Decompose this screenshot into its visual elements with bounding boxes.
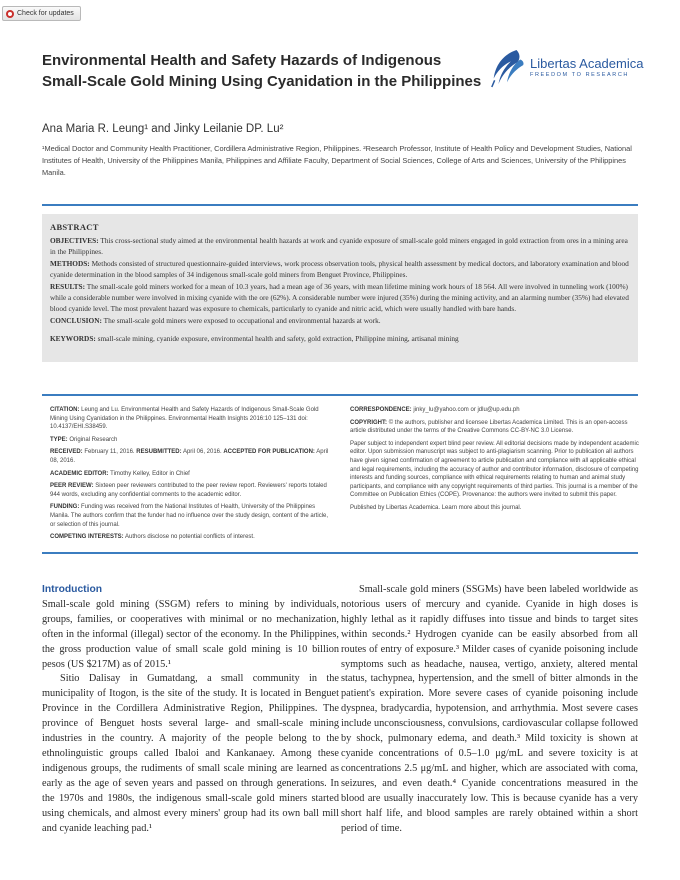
peer-label: PEER REVIEW: bbox=[50, 483, 94, 490]
competing-text: Authors disclose no potential conflicts of interest. bbox=[125, 534, 255, 541]
body-paragraph: Small-scale gold miners (SSGMs) have been labeled worldwide as notorious users of mercury and cyanide. Cyanide in high doses is highly lethal as it rapidly diffuses into tissue and binds to target sites within seconds.² Hydrogen cyanide can be easily absorbed from all routes of entry of exposure.³ Milder cases of cyanide poisoning include symptoms such as headache, nausea, vertigo, anxiety, altered mental status, tachypnea, hypertension, and the smell of bitter almonds in the patient's expiration. More severe cases of cyanide poisoning include dyspnea, bradycardia, hypotension, and arrhythmia. Most severe cases include unconsciousness, convulsions, cardiovascular collapse followed by shock, pulmonary edema, and death.³ Mild toxicity is shown at cyanide concentrations of 0.5–1.0 μg/mL and severe toxicity is at concentrations 2.5 μg/mL and higher, which are associated with coma, seizures, and even death.⁴ Cyanide concentrations measured in the blood are usually inaccurately low. This is because cyanide has a very short half life, and blood samples are rarely obtained within a short period of time. bbox=[341, 584, 638, 834]
review-note: Paper subject to independent expert blind peer review. All editorial decisions made by independent academic editor. Upon submission manuscript was subject to anti-plagiarism scanning. Prior to publication all authors have given signed confirmation of agreement to article publication and compliance with all applicable ethical and legal requirements, including the accuracy of author and contributor information, disclosure of competing interests and funding sources, compliance with ethical requirements relating to human and animal study participants, and compliance with any copyright requirements of third parties. This journal is a member of the Committee on Publication Ethics (COPE). Provenance: the authors were invited to submit this paper. bbox=[350, 440, 639, 499]
abstract-conclusion bbox=[50, 315, 630, 326]
citation-text: Leung and Lu. Environmental Health and Safety Hazards of Indigenous Small-Scale Gold Mining Using Cyanidation in the Philippines. Environmental Health Insights 2016:10 125–131 doi: 10.4137/EHI.S38459. bbox=[50, 407, 319, 431]
received-date: February 11, 2016. bbox=[84, 449, 135, 456]
publisher-tagline: FREEDOM TO RESEARCH bbox=[530, 72, 629, 78]
divider-rule bbox=[42, 552, 638, 554]
editor-text: Timothy Kelley, Editor in Chief bbox=[110, 470, 190, 477]
accepted-date: April 08, 2016. bbox=[50, 449, 329, 464]
body-paragraph: Small-scale gold mining (SSGM) refers to mining by individuals, groups, families, or cooperatives with minimal or no mechanization, often in the informal (illegal) sector of the economy. In the Philippines, the gross production value of small scale gold mining is 10 billion pesos (US $217M) as of 2015.¹ bbox=[42, 598, 339, 670]
publisher-logo bbox=[488, 46, 648, 90]
publisher-name: Libertas Academica bbox=[530, 56, 644, 71]
competing-label: COMPETING INTERESTS: bbox=[50, 534, 124, 541]
abstract-heading: ABSTRACT bbox=[50, 222, 99, 232]
conclusion-label: CONCLUSION: bbox=[50, 316, 102, 325]
divider-rule bbox=[42, 394, 638, 396]
peer-text: Sixteen peer reviewers contributed to the peer review report. Reviewers' reports totaled 944 words, excluding any confidential comments to the academic editor. bbox=[50, 483, 327, 498]
divider-rule bbox=[42, 204, 638, 206]
keywords-text: small-scale mining, cyanide exposure, environmental health and safety, gold extraction, Philippine mining, artisanal mining bbox=[97, 334, 459, 343]
libertas-feather-icon bbox=[488, 48, 526, 88]
abstract-methods bbox=[50, 258, 630, 280]
article-info-left bbox=[50, 406, 330, 546]
results-label: RESULTS: bbox=[50, 282, 86, 291]
conclusion-text: The small-scale gold miners were exposed to occupational and environmental hazards at work. bbox=[103, 316, 381, 325]
copyright-label: COPYRIGHT: bbox=[350, 419, 388, 426]
abstract-objectives bbox=[50, 235, 630, 257]
keywords-label: KEYWORDS: bbox=[50, 334, 96, 343]
funding bbox=[50, 503, 330, 529]
abstract-results bbox=[50, 281, 630, 314]
type-label: TYPE: bbox=[50, 436, 68, 443]
citation-label: CITATION: bbox=[50, 407, 80, 413]
affiliations: ¹Medical Doctor and Community Health Practitioner, Cordillera Administrative Region, Philippines. ²Research Professor, Institute of Health Policy and Development Studies, National Institutes of Health, University of the Philippines Manila, Philippines and Affiliate Faculty, Department of Social Sciences, College of Arts and Sciences, University of the Philippines Manila. bbox=[42, 144, 632, 177]
accepted-label: ACCEPTED FOR PUBLICATION: bbox=[223, 449, 315, 456]
objectives-text: This cross-sectional study aimed at the environmental health hazards at work and cyanide exposure of small-scale gold miners engaged in gold extraction from ores in a mining area in the Philippines. bbox=[50, 236, 628, 256]
copyright bbox=[350, 419, 640, 436]
correspondence bbox=[350, 406, 640, 415]
published-by: Published by Libertas Academica. Learn more about this journal. bbox=[350, 504, 522, 511]
funding-label: FUNDING: bbox=[50, 504, 80, 511]
abstract-box bbox=[42, 214, 638, 362]
crossmark-icon bbox=[6, 10, 14, 18]
objectives-label: OBJECTIVES: bbox=[50, 236, 99, 245]
citation bbox=[50, 406, 330, 432]
resubmitted-date: April 06, 2016. bbox=[182, 449, 222, 456]
correspondence-email-link[interactable]: jinky_lu@yahoo.com or jdlu@up.edu.ph bbox=[413, 407, 520, 413]
body-paragraph: Sitio Dalisay in Gumatdang, a small community in the municipality of Itogon, is the site of the study. It is located in Benguet Province in the Cordillera Administrative Region, Philippines. The province of Benguet hosts several large- and small-scale mining industries in the country. A majority of the people belong to the ethnolinguistic groups called Ibaloi and Kankanaey. Among these indigenous groups, the rudiments of small scale mining are learned as early as the age of seven years and passed on through generations. In the 1970s and 1980s, the indigenous small-scale gold miners started using chemicals, and almost every miners' group had its own ball mill and cyanide leaching pad.¹ bbox=[42, 673, 339, 834]
body-column-left bbox=[42, 583, 339, 836]
resubmitted-label: RESUBMITTED: bbox=[136, 449, 182, 456]
author-list: Ana Maria R. Leung¹ and Jinky Leilanie DP. Lu² bbox=[42, 123, 284, 135]
article-title: Environmental Health and Safety Hazards of Indigenous Small-Scale Gold Mining Using Cyanidation in the Philippines bbox=[42, 52, 482, 90]
academic-editor bbox=[50, 470, 330, 479]
methods-text: Methods consisted of structured questionnaire-guided interviews, work process observation tools, physical health assessment by medical doctors, and laboratory examination and blood cyanide determination in the blood samples of 34 indigenous small-scale gold miners from Benguet Province, Philippines. bbox=[50, 259, 629, 279]
methods-label: METHODS: bbox=[50, 259, 90, 268]
history-dates bbox=[50, 448, 330, 465]
abstract-keywords bbox=[50, 333, 630, 344]
article-type bbox=[50, 436, 330, 445]
copyright-text: © the authors, publisher and licensee Libertas Academica Limited. This is an open-access article distributed under the terms of the Creative Commons CC-BY-NC 3.0 License. bbox=[350, 419, 628, 435]
article-info-right bbox=[350, 406, 640, 517]
received-label: RECEIVED: bbox=[50, 449, 83, 456]
funding-text: Funding was received from the National Institutes of Health, University of the Philippines Manila. The authors confirm that the funder had no influence over the study design, content of the article, or selection of this journal. bbox=[50, 504, 329, 528]
editor-label: ACADEMIC EDITOR: bbox=[50, 470, 109, 477]
check-for-updates-label: Check for updates bbox=[17, 10, 74, 17]
correspondence-label: CORRESPONDENCE: bbox=[350, 407, 412, 413]
results-text: The small-scale gold miners worked for a mean of 10.3 years, had a mean age of 36 years, with mean lifetime mining work hours of 18 564. All were involved in tunneling work (100%) while a considerable number were involved in mixing cyanide with the ore (62%). A considerable number were injured (35%) during the mining activity, and an alarming number (35%) had elevated blood cyanide level. The most prevalent hazard was exposure to chemicals, particularly to cyanide and nitric acid, which were usually handled with bare hands. bbox=[50, 282, 629, 313]
section-heading-introduction: Introduction bbox=[42, 584, 103, 595]
competing-interests bbox=[50, 533, 330, 542]
body-column-right bbox=[341, 583, 638, 836]
peer-review bbox=[50, 482, 330, 499]
type-text: Original Research bbox=[69, 436, 118, 443]
check-for-updates-button[interactable] bbox=[2, 6, 81, 21]
